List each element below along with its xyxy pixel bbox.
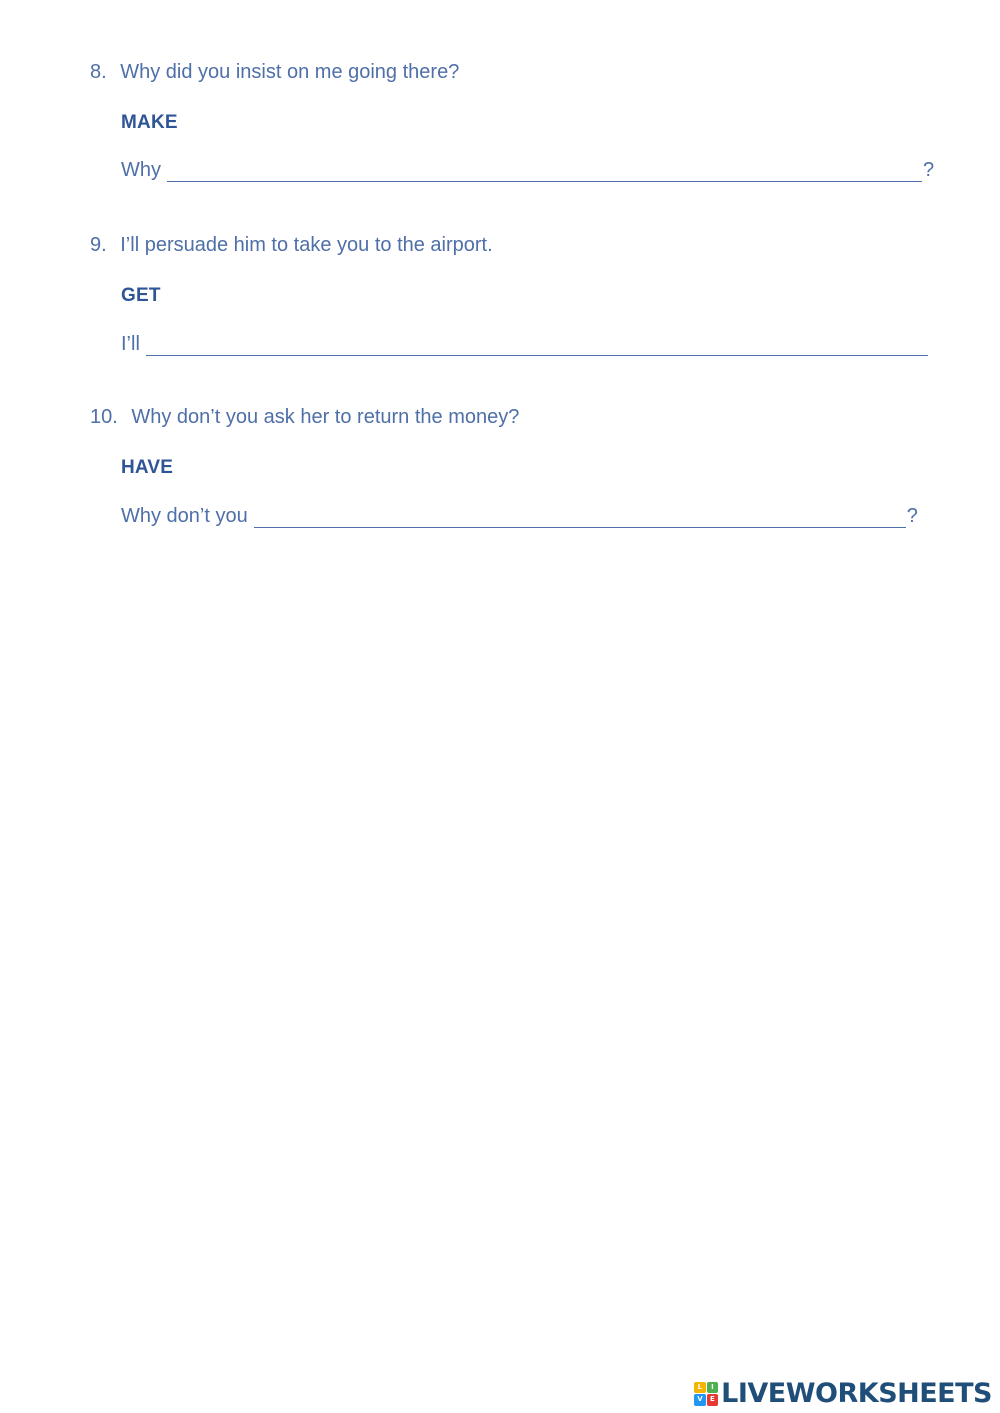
question-10-sentence-row (90, 406, 519, 429)
answer-prompt-start: I’ll (121, 333, 140, 355)
logo-icon-tile: V (694, 1394, 706, 1406)
answer-input-line[interactable] (167, 163, 922, 182)
answer-input-line[interactable] (146, 337, 928, 356)
question-number: 9. (90, 234, 107, 256)
logo-icon-tile: E (707, 1394, 719, 1406)
question-10-answer-row (121, 505, 936, 528)
question-9-keyword: GET (121, 285, 161, 306)
question-sentence: Why don’t you ask her to return the money? (131, 406, 520, 428)
liveworksheets-logo (694, 1378, 992, 1409)
question-9-answer-row (121, 333, 933, 356)
liveworksheets-icon (694, 1382, 718, 1406)
question-9-sentence-row (90, 234, 493, 257)
question-8-answer-row (121, 159, 936, 182)
answer-prompt-end: ? (906, 505, 918, 527)
question-8-sentence-row (90, 61, 459, 84)
question-sentence: Why did you insist on me going there? (120, 61, 460, 83)
answer-prompt-start: Why (121, 159, 161, 181)
logo-icon-tile: I (707, 1382, 719, 1394)
logo-text: LIVEWORKSHEETS (721, 1378, 992, 1409)
question-8-keyword: MAKE (121, 112, 178, 133)
logo-icon-tile: L (694, 1382, 706, 1394)
answer-input-line[interactable] (254, 509, 906, 528)
answer-prompt-start: Why don’t you (121, 505, 248, 527)
question-10-keyword: HAVE (121, 457, 174, 478)
answer-prompt-end: ? (923, 159, 935, 181)
question-sentence: I’ll persuade him to take you to the airport. (120, 234, 493, 256)
question-number: 10. (90, 406, 118, 428)
question-number: 8. (90, 61, 107, 83)
